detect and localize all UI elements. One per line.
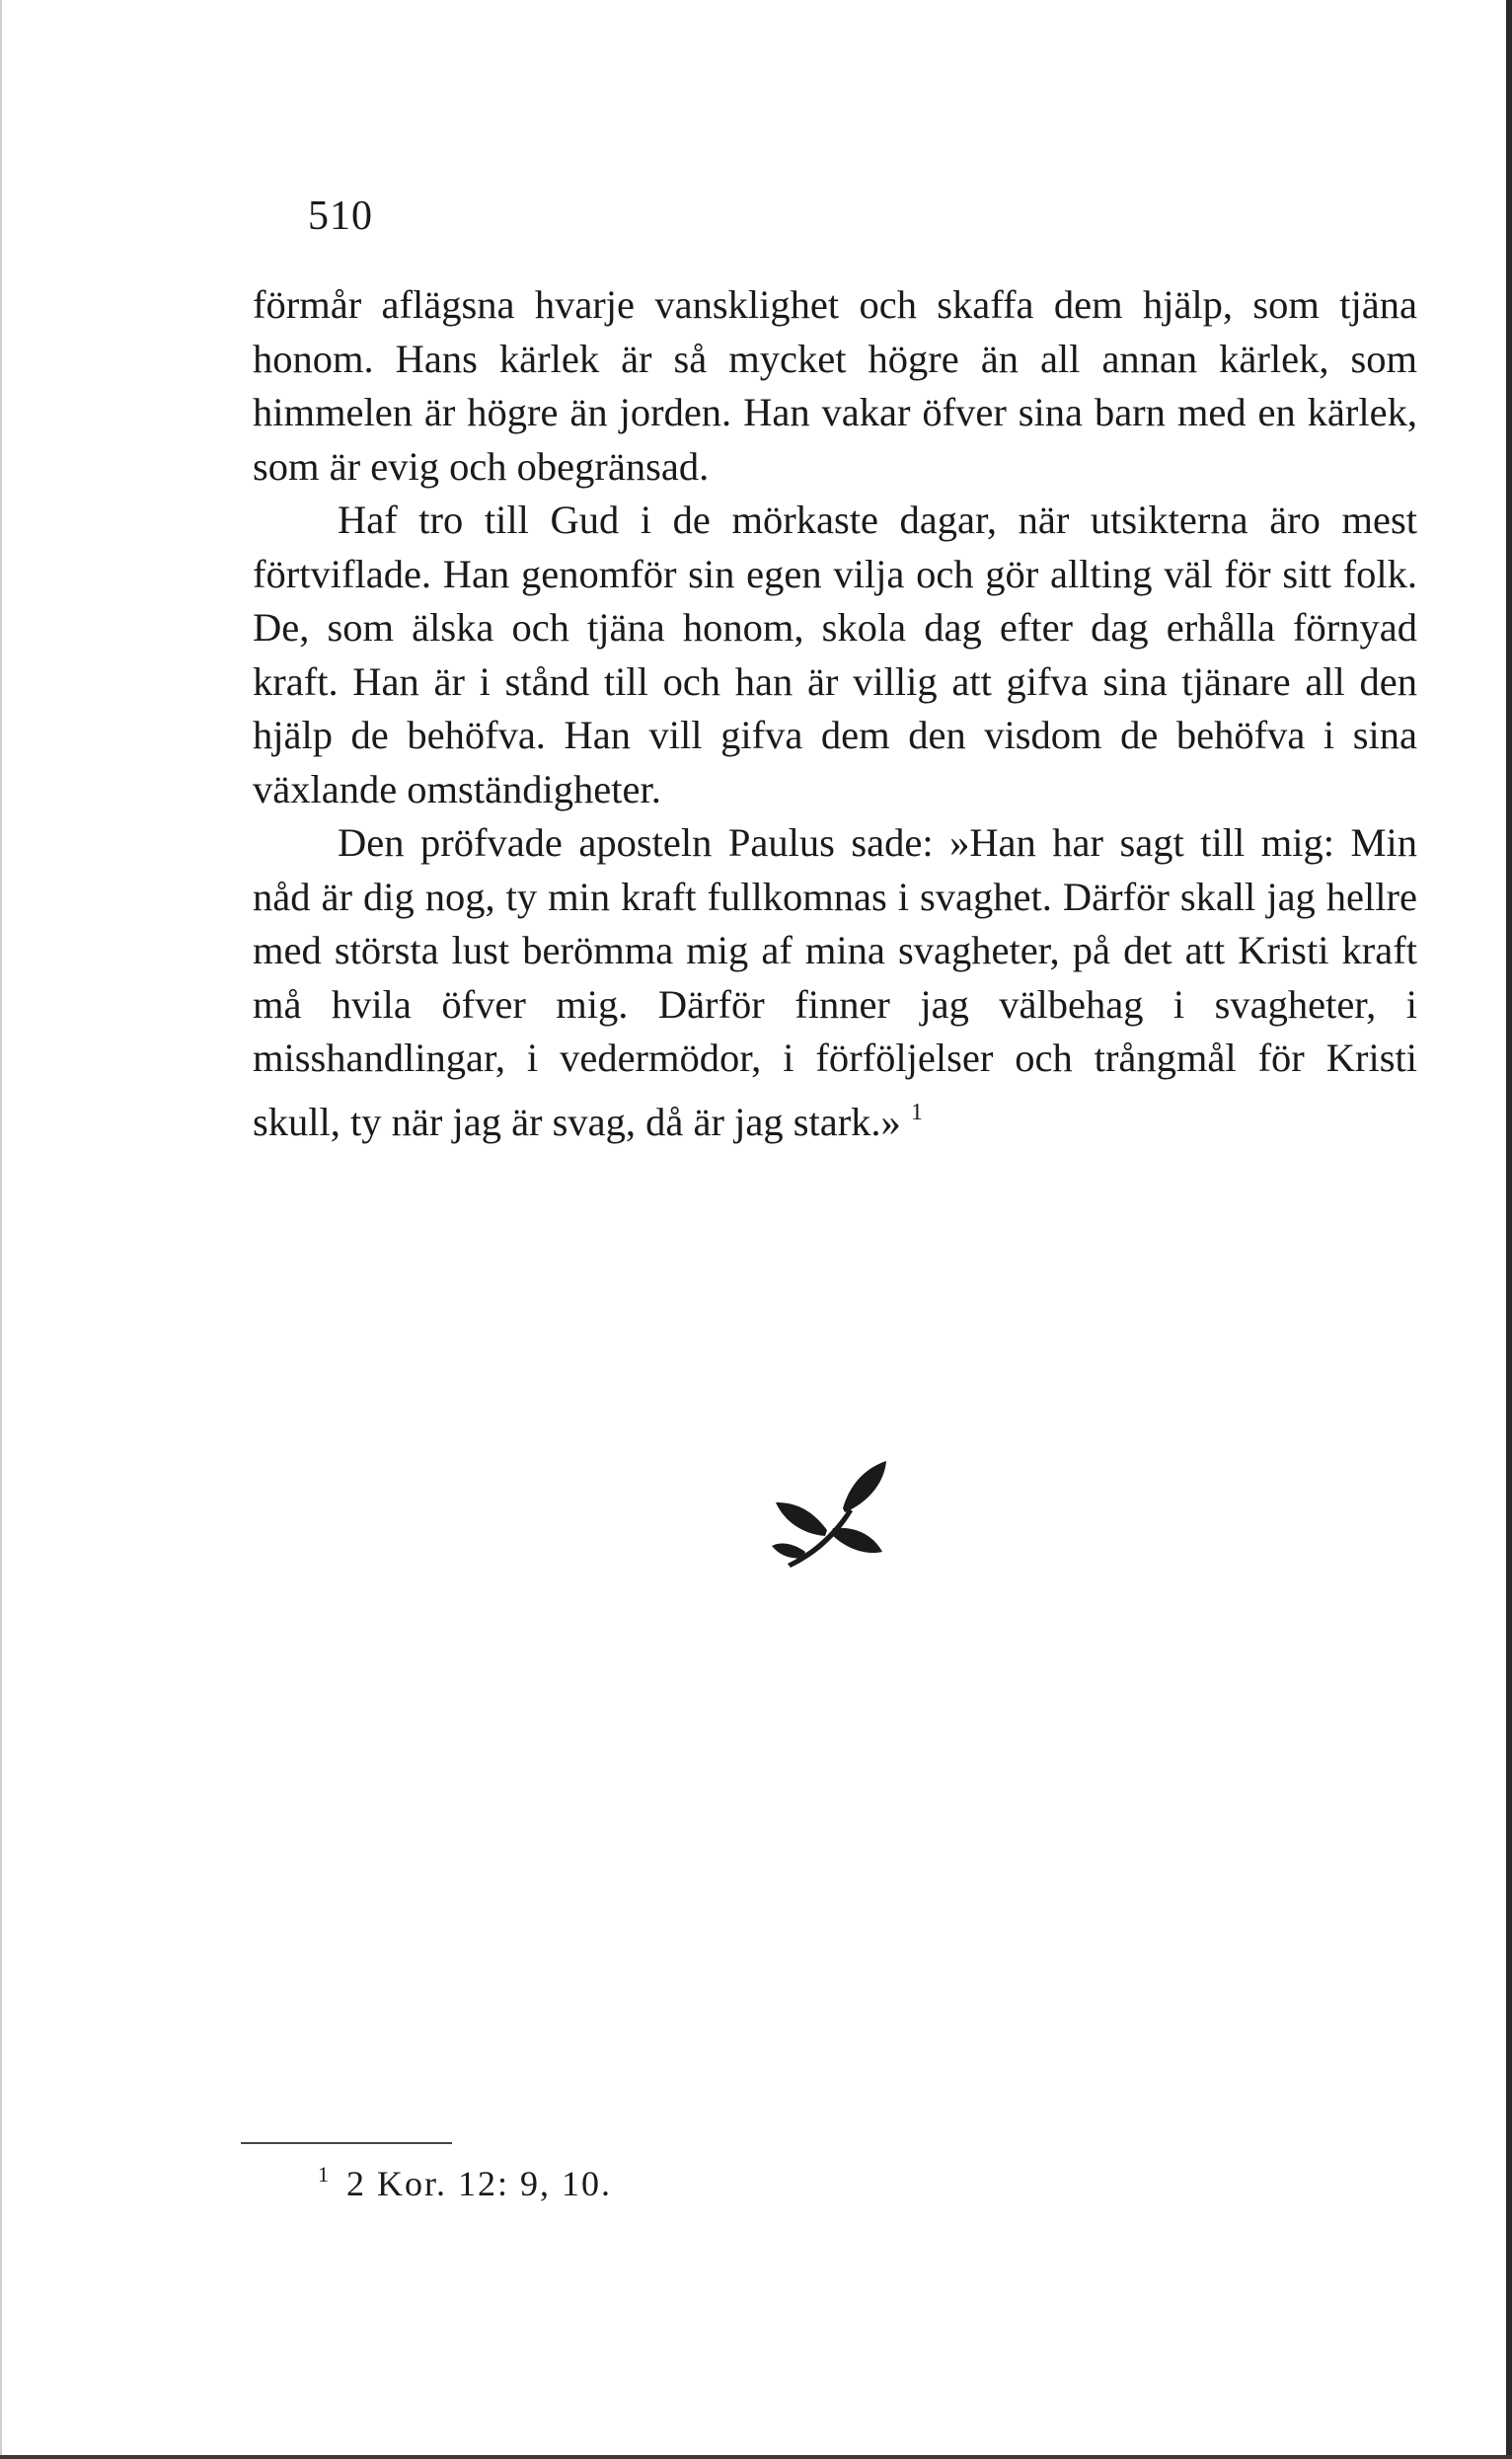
paragraph-3 — [253, 816, 1417, 1149]
footnote-reference: 1 — [910, 1099, 923, 1125]
paragraph-1: förmår aflägsna hvarje vansklighet och skaffa dem hjälp, som tjäna honom. Hans kärlek är så mycket högre än all annan kärlek, som himmelen är högre än jorden. Han vakar öfver sina barn med en kärlek, som är evig och obegränsad. — [253, 282, 1417, 489]
leaf-ornament-icon — [770, 1459, 888, 1568]
footnote-text: 2 Kor. 12: 9, 10. — [346, 2164, 613, 2203]
body-text — [253, 278, 1417, 1149]
page-number: 510 — [308, 193, 373, 239]
scan-edge-left — [0, 0, 2, 2459]
footnote — [318, 2162, 612, 2204]
paragraph-2: Haf tro till Gud i de mörkaste dagar, när utsikterna äro mest förtviflade. Han genomför sin egen vilja och gör allting väl för sitt folk. De, som älska och tjäna honom, skola dag efter dag erhålla förnyad kraft. Han är i stånd till och han är villig att gifva sina tjänare all den hjälp de behöfva. Han vill gifva dem den visdom de behöfva i sina växlande omständigheter. — [253, 498, 1417, 811]
footnote-rule — [241, 2142, 452, 2144]
scan-edge-bottom — [0, 2455, 1512, 2459]
scan-edge-right — [1506, 0, 1512, 2459]
footnote-marker: 1 — [318, 2162, 331, 2187]
paragraph-3-text: Den pröfvade aposteln Paulus sade: »Han har sagt till mig: Min nåd är dig nog, ty min kraft fullkomnas i svaghet. Därför skall jag hellre med största lust berömma mig af mina svagheter, på det att Kristi kraft må hvila öfver mig. Därför finner jag välbehag i svagheter, i misshandlingar, i vedermödor, i förföljelser och trångmål för Kristi skull, ty när jag är svag, då är jag stark.» — [253, 820, 1417, 1144]
